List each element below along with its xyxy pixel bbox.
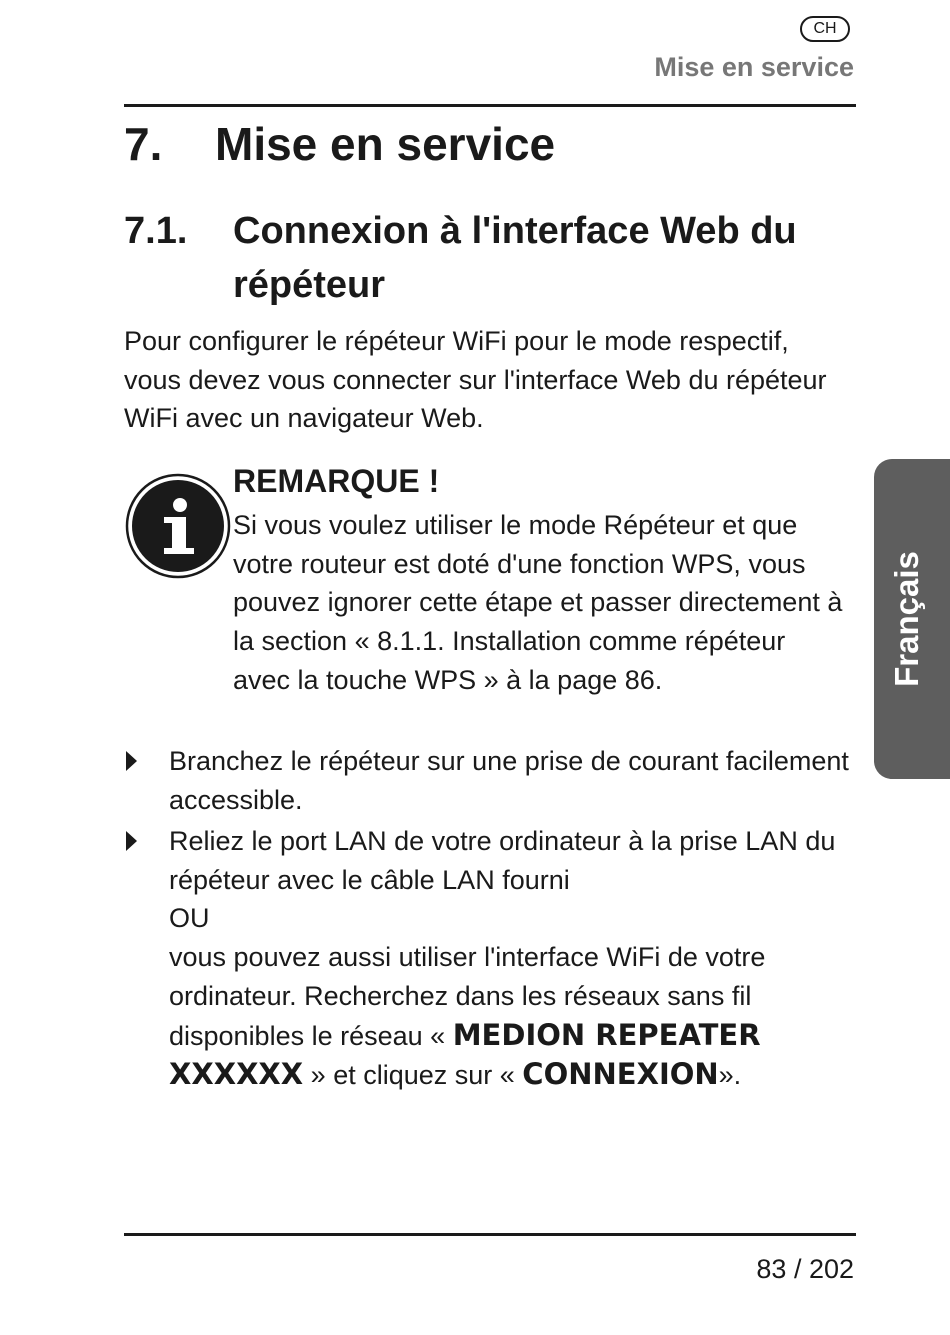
step-2-line1: Reliez le port LAN de votre ordinateur à la prise LAN du répéteur avec le câble LAN fourni <box>169 826 836 895</box>
note-title: REMARQUE ! <box>233 463 440 499</box>
language-tab-label: Français <box>888 551 925 687</box>
step-2-text <box>169 822 849 1095</box>
step-2-middle: » et cliquez sur « <box>310 1060 515 1091</box>
page-number: 83 / 202 <box>756 1254 854 1284</box>
info-icon <box>124 472 232 580</box>
footer-rule <box>124 1233 856 1236</box>
section-title-text: Mise en service <box>215 118 556 170</box>
triangle-bullet-icon <box>124 830 140 852</box>
running-header: Mise en service <box>654 52 854 82</box>
step-2-or: OU <box>169 903 210 934</box>
header-rule <box>124 104 856 107</box>
subsection-number: 7.1. <box>124 210 188 252</box>
note-text: Si vous voulez utiliser le mode Répéteur et que votre routeur est doté d'une fonction WPS, vous pouvez ignorer cette étape et passer directement à la section « 8.1.1. Installation comme répéteur avec la touche WPS » à la page 86. <box>233 510 843 695</box>
country-badge: CH <box>800 16 850 42</box>
network-name: MEDION REPEATER XXXXXX <box>169 1017 761 1092</box>
step-1-text: Branchez le répéteur sur une prise de courant facilement accessible. <box>169 746 849 815</box>
triangle-bullet-icon <box>124 750 140 772</box>
intro-paragraph: Pour configurer le répéteur WiFi pour le mode respectif, vous devez vous connecter sur l'interface Web du répéteur WiFi avec un navigateur Web. <box>124 326 827 434</box>
subsection-title-text: Connexion à l'interface Web du répéteur <box>233 210 797 306</box>
section-number: 7. <box>124 118 163 170</box>
connect-button-name: CONNEXION <box>522 1057 719 1092</box>
step-2-suffix: ». <box>718 1060 742 1091</box>
step-2-prefix: vous pouvez aussi utiliser l'interface WiFi de votre ordinateur. Recherchez dans les réseaux sans fil disponibles le réseau « <box>169 942 766 1051</box>
step-2-line2 <box>169 938 849 1095</box>
